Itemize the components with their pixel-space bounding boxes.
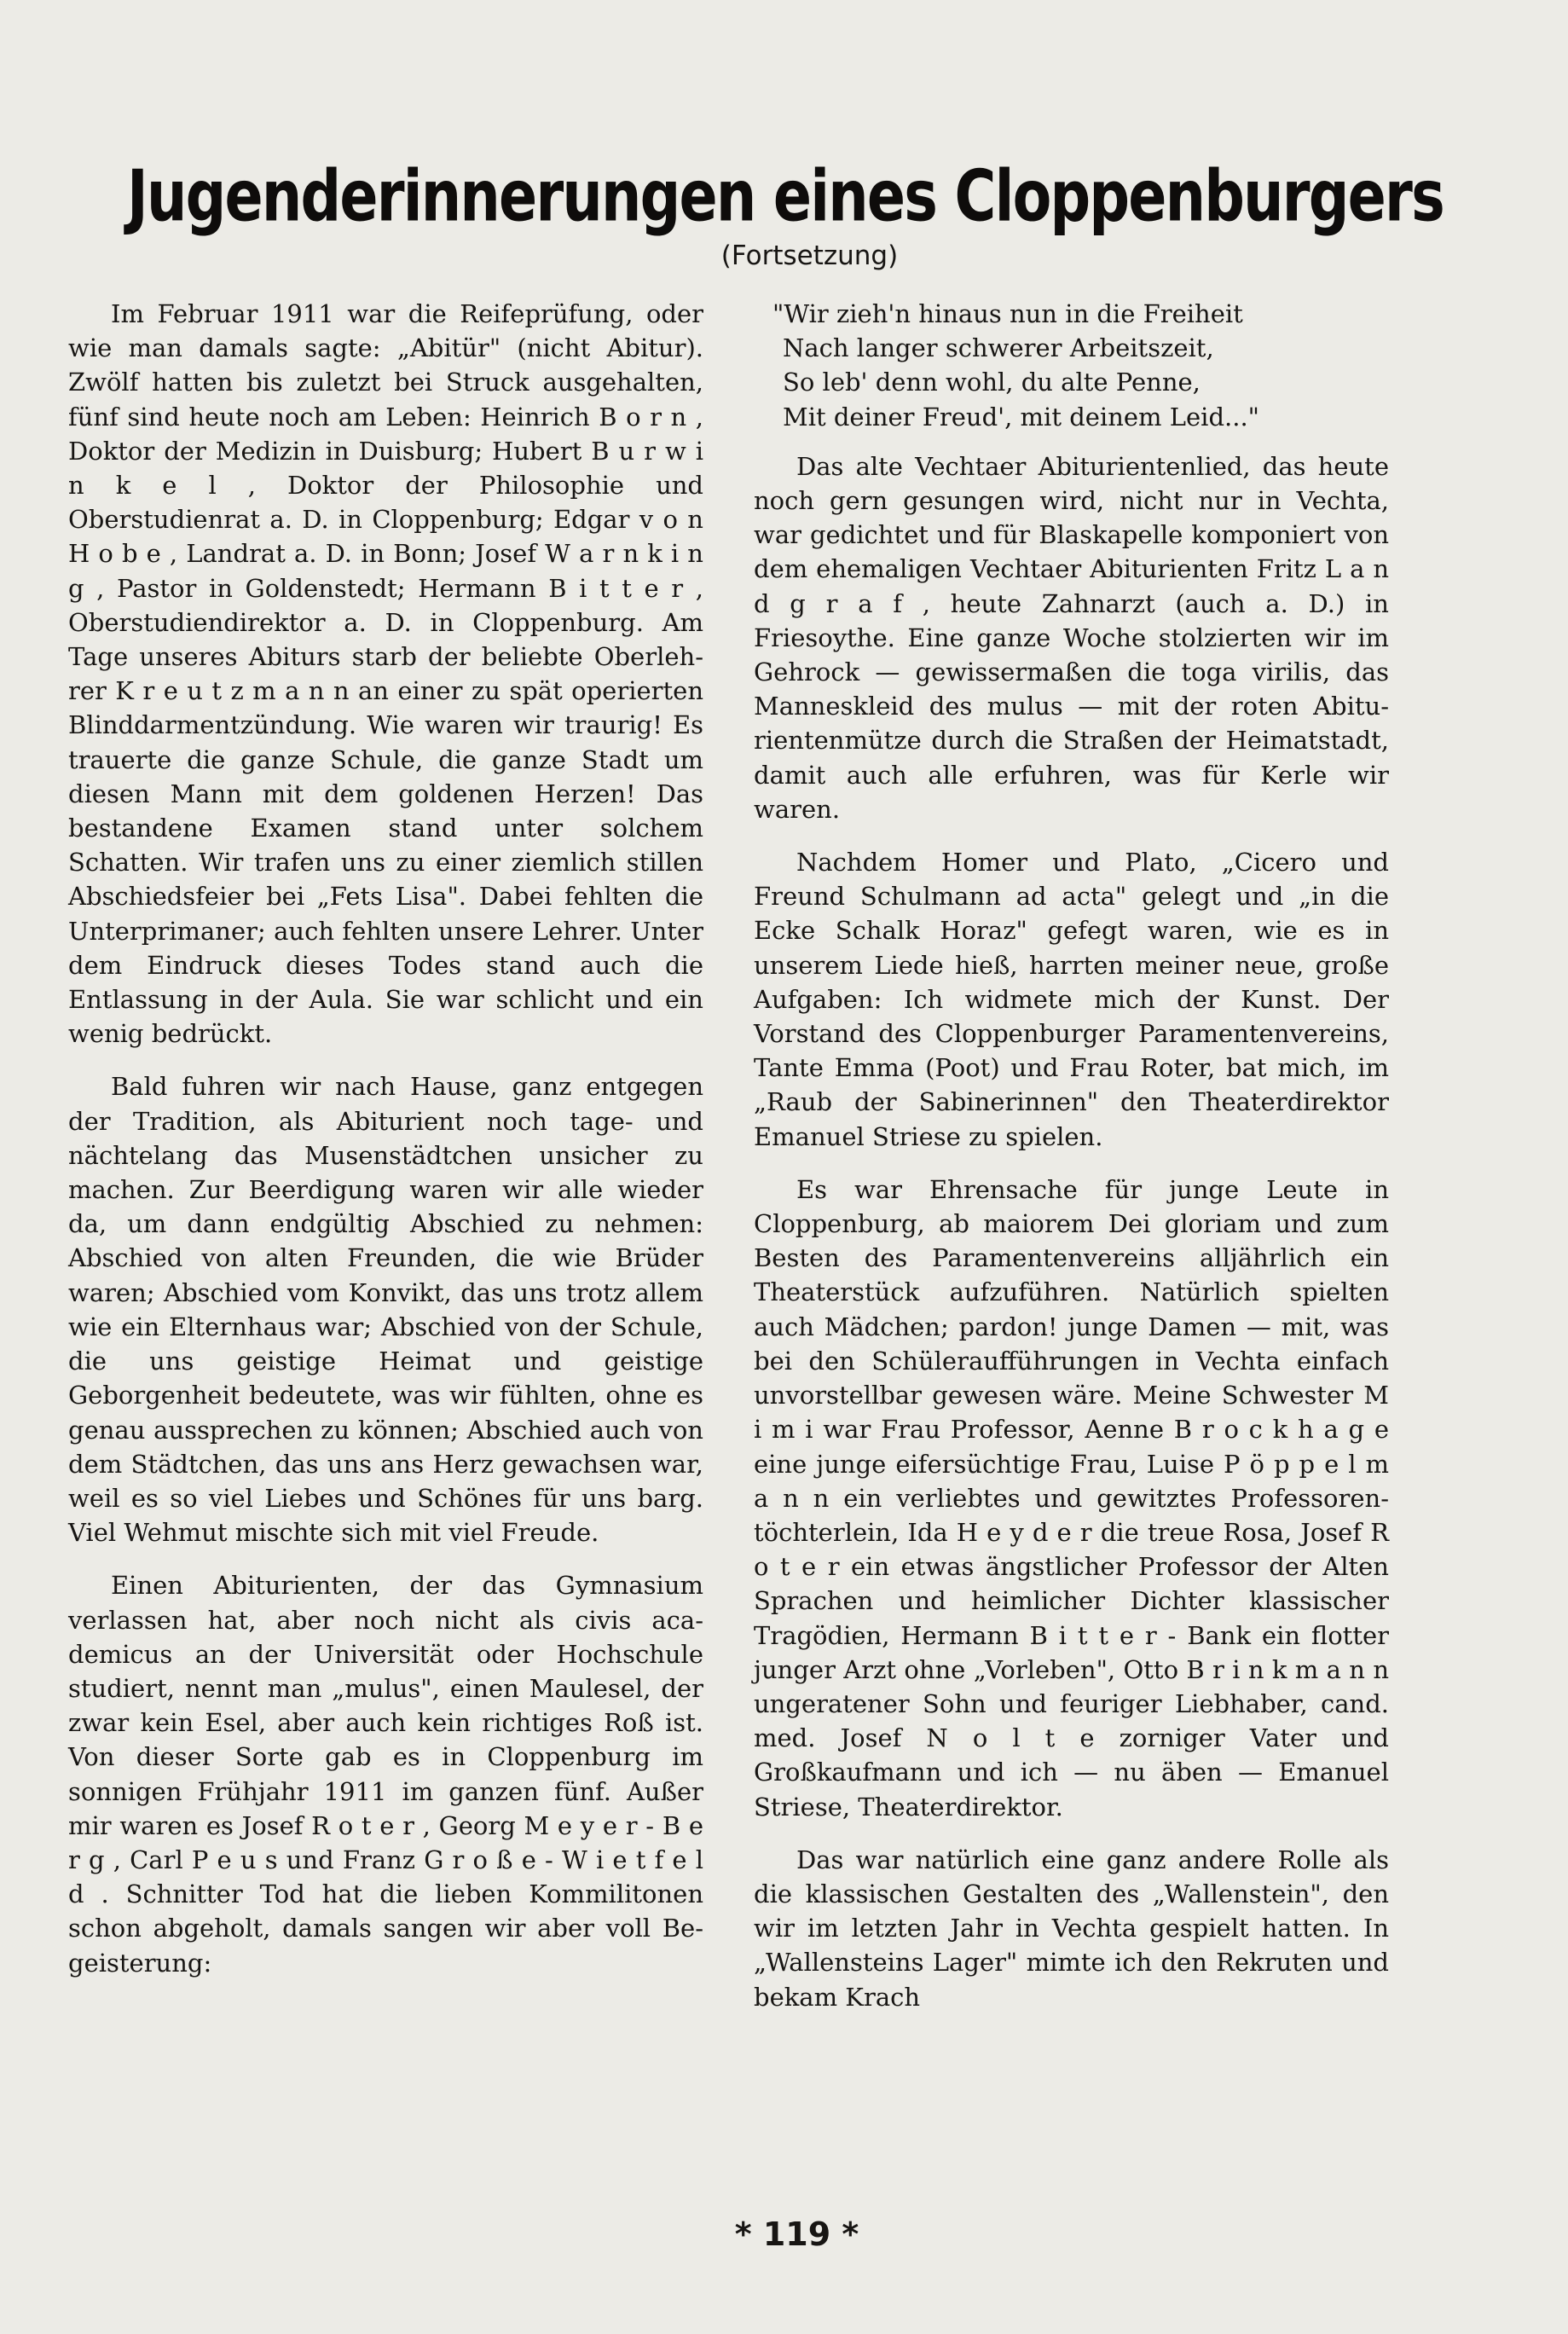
poem-line: Nach langer schwerer Arbeitszeit, xyxy=(783,333,1214,363)
poem-line: So leb' denn wohl, du alte Penne, xyxy=(783,368,1201,397)
paragraph: Im Februar 1911 war die Reifeprüfung, oder wie man damals sagte: „Abitür" (nicht Abitur). Zwölf hatten bis zuletzt bei Struck ausgehalten, fünf sind heute noch am Leben: Heinrich B o r n , Doktor der Medizin in Duisburg; Hubert B u r w i n k e l , Doktor der Philosophie und Oberstudienrat a. D. in Cloppenburg; Edgar v o n H o b e , Landrat a. D. in Bonn; Josef W a r n k i n g , Pastor in Goldenstedt; Hermann B i t t e r , Oberstudiendirektor a. D. in Cloppenburg. Am Tage unseres Abiturs starb der beliebte Oberlehrer K r e u t z m a n n an einer zu spät operierten Blinddarmentzündung. Wie waren wir traurig! Es trauerte die ganze Schule, die ganze Stadt um diesen Mann mit dem goldenen Herzen! Das bestandene Examen stand unter solchem Schatten. Wir trafen uns zu einer ziemlich stillen Abschiedsfeier bei „Fets Lisa". Dabei fehlten die Unterprimaner; auch fehlten unsere Lehrer. Unter dem Eindruck dieses Todes stand auch die Entlassung in der Aula. Sie war schlicht und ein wenig bedrückt. xyxy=(68,299,703,1049)
article-subtitle: (Fortsetzung) xyxy=(720,240,899,271)
paragraph: Nachdem Homer und Plato, „Cicero und Freund Schulmann ad acta" gelegt und „in die Ecke Schalk Horaz" gefegt waren, wie es in unserem Liede hieß, harrten meiner neue, große Aufgaben: Ich widmete mich der Kunst. Der Vorstand des Cloppenburger Paramentenvereins, Tante Emma (Poot) und Frau Roter, bat mich, im „Raub der Sabinerinnen" den Theaterdirektor Emanuel Striese zu spielen. xyxy=(754,848,1389,1151)
paragraph: Einen Abiturienten, der das Gymnasium verlassen hat, aber noch nicht als civis academicus an der Universität oder Hochschule studiert, nennt man „mulus", einen Maulesel, der zwar kein Esel, aber auch kein richtiges Roß ist. Von dieser Sorte gab es in Cloppenburg im sonnigen Frühjahr 1911 im ganzen fünf. Außer mir waren es Josef R o t e r , Georg M e y e r - B e r g , Carl P e u s und Franz G r o ß e - W i e t f e l d . Schnitter Tod hat die lieben Kommilitonen schon abgeholt, damals sangen wir aber voll Begeisterung: xyxy=(68,1571,703,1978)
paragraph: Das alte Vechtaer Abiturientenlied, das heute noch gern gesungen wird, nicht nur in Vechta, war gedichtet und für Blaskapelle komponiert von dem ehemaligen Vechtaer Abiturienten Fritz L a n d g r a f , heute Zahnarzt (auch a. D.) in Friesoythe. Eine ganze Woche stolzierten wir im Gehrock — gewissermaßen die toga virilis, das Manneskleid des mulus — mit der roten Abiturientenmütze durch die Straßen der Heimatstadt, damit auch alle erfuhren, was für Kerle wir waren. xyxy=(754,451,1389,824)
right-column xyxy=(754,297,1389,2033)
paragraph: Bald fuhren wir nach Hause, ganz entgegen der Tradition, als Abiturient noch tage- und nächtelang das Musenstädtchen unsicher zu machen. Zur Beerdigung waren wir alle wieder da, um dann endgültig Abschied zu nehmen: Abschied von alten Freunden, die wie Brüder waren; Abschied vom Konvikt, das uns trotz allem wie ein Elternhaus war; Abschied von der Schule, die uns geistige Heimat und geistige Geborgenheit bedeutete, was wir fühlten, ohne es genau aussprechen zu können; Abschied auch von dem Städtchen, das uns ans Herz gewachsen war, weil es so viel Liebes und Schönes für uns barg. Viel Wehmut mischte sich mit viel Freude. xyxy=(68,1072,703,1548)
left-column xyxy=(68,297,703,1999)
article-title: Jugenderinnerungen eines Cloppenburgers xyxy=(127,155,1444,238)
poem-line: "Wir zieh'n hinaus nun in die Freiheit xyxy=(772,299,1243,328)
page-number: * 119 * xyxy=(734,2215,859,2253)
poem-line: Mit deiner Freud', mit deinem Leid..." xyxy=(783,402,1260,431)
paragraph: Es war Ehrensache für junge Leute in Cloppenburg, ab maiorem Dei gloriam und zum Besten des Paramentenvereins alljährlich ein Theaterstück aufzuführen. Natürlich spielten auch Mädchen; pardon! junge Damen — mit, was bei den Schüleraufführungen in Vechta einfach unvorstellbar gewesen wäre. Meine Schwester M i m i war Frau Professor, Aenne B r o c k h a g e eine junge eifersüchtige Frau, Luise P ö p p e l m a n n ein verliebtes und gewitztes Professorentöchterlein, Ida H e y d e r die treue Rosa, Josef R o t e r ein etwas ängstlicher Professor der Alten Sprachen und heimlicher Dichter klassischer Tragödien, Hermann B i t t e r - Bank ein flotter junger Arzt ohne „Vorleben", Otto B r i n k m a n n ungeratener Sohn und feuriger Liebhaber, cand. med. Josef N o l t e zorniger Vater und Großkaufmann und ich — nu äben — Emanuel Striese, Theaterdirektor. xyxy=(754,1174,1389,1821)
poem-block xyxy=(754,297,1389,434)
paragraph: Das war natürlich eine ganz andere Rolle als die klassischen Gestalten des „Wallenstein", den wir im letzten Jahr in Vechta gespielt hatten. In „Wallensteins Lager" mimte ich den Rekruten und bekam Krach xyxy=(754,1845,1389,2012)
